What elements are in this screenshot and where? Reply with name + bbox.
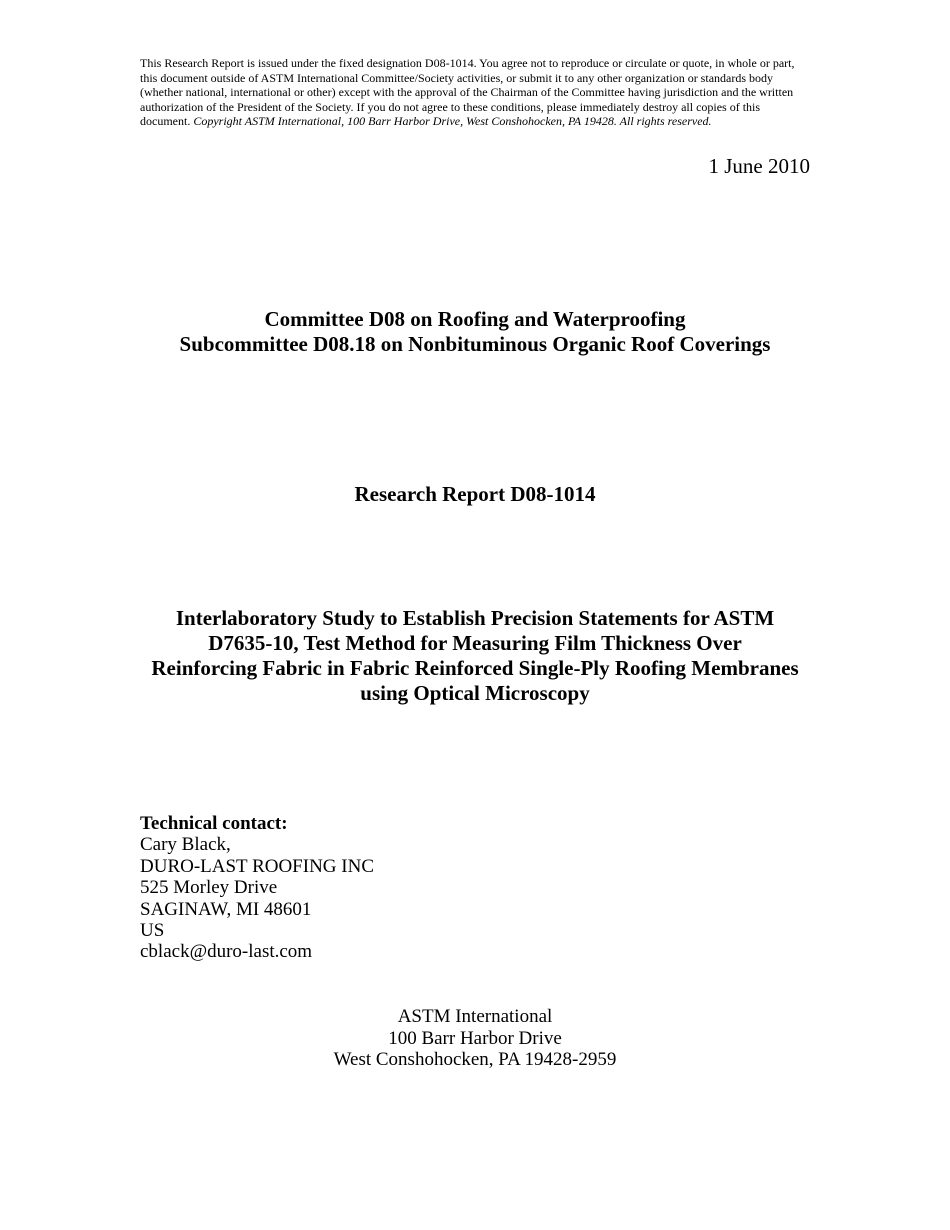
technical-contact (140, 813, 374, 963)
study-title (0, 606, 950, 706)
contact-street: 525 Morley Drive (140, 877, 278, 899)
copyright-line: Copyright ASTM International, 100 Barr Harbor Drive, West Conshohocken, PA 19428. All rights reserved. (193, 114, 712, 129)
publisher-name: ASTM International (397, 1006, 553, 1027)
report-id: Research Report D08-1014 (354, 482, 596, 506)
contact-country: US (140, 920, 165, 942)
copyright-notice (140, 56, 812, 129)
contact-city: SAGINAW, MI 48601 (140, 898, 312, 920)
contact-company: DURO-LAST ROOFING INC (140, 855, 374, 877)
publisher-street: 100 Barr Harbor Drive (388, 1027, 562, 1049)
publisher-address (0, 1006, 950, 1071)
contact-heading: Technical contact: (140, 813, 288, 834)
study-title-line: Reinforcing Fabric in Fabric Reinforced Single-Ply Roofing Membranes (151, 656, 799, 680)
report-date: 1 June 2010 (708, 154, 810, 178)
study-title-line: Interlaboratory Study to Establish Precision Statements for ASTM (175, 606, 775, 630)
committee-name: Committee D08 on Roofing and Waterproofing (264, 307, 686, 331)
contact-email: cblack@duro-last.com (140, 941, 313, 963)
committee-heading (0, 307, 950, 357)
contact-name: Cary Black, (140, 834, 231, 856)
publisher-city: West Conshohocken, PA 19428-2959 (333, 1049, 617, 1070)
study-title-line: D7635-10, Test Method for Measuring Film Thickness Over (208, 631, 742, 655)
subcommittee-name: Subcommittee D08.18 on Nonbituminous Organic Roof Coverings (179, 332, 771, 356)
notice-text: This Research Report is issued under the fixed designation D08-1014. You agree not to reproduce or circulate or quote, in whole or part, this document outside of ASTM International Committee/Society activities, or submit it to any other organization or standards body (whether national, international or other) except with the approval of the Chairman of the Committee having jurisdiction and the written authorization of the President of the Society. If you do not agree to these conditions, please immediately destroy all copies of this document. (140, 56, 795, 129)
study-title-line: using Optical Microscopy (360, 681, 590, 705)
